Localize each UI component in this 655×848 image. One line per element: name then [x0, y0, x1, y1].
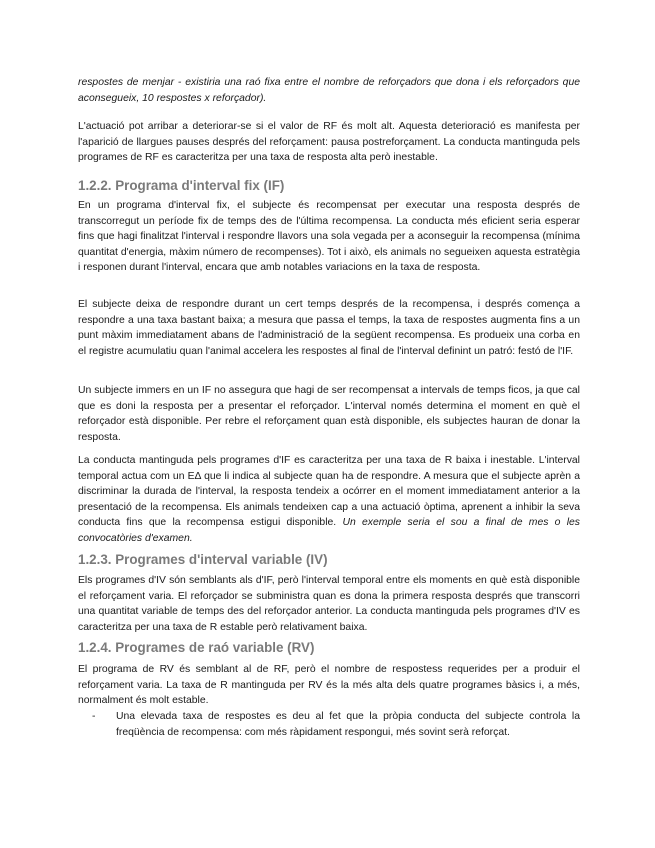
paragraph-if-conduct [78, 453, 580, 547]
paragraph-italic-continuation: respostes de menjar - existiria una raó fixa entre el nombre de reforçadors que dona i els reforçadors que aconsegueix, 10 respostes x reforçador). [78, 77, 580, 104]
heading-rao-variable: 1.2.4. Programes de raó variable (RV) [78, 640, 315, 655]
list-item [92, 709, 580, 740]
paragraph-text: La conducta mantinguda pels programes d'IF es caracteritza per una taxa de R baixa i inestable. L'interval temporal actua com un EΔ que li indica al subjecte quan ha de respondre. A mesura que el subjecte aprèn a discriminar la durada de l'interval, la resposta tendeix a ocórrer en el moment immediatament anterior a la presentació de la recompensa. Els animals tendeixen cap a una actuació òptima, aprenent a inhibir la seva conducta fins que la recompensa estigui disponible. [78, 455, 580, 529]
example-text: Un exemple seria el sou a final de mes o les convocatòries d'examen. [78, 517, 580, 544]
paragraph-if-definition: En un programa d'interval fix, el subjecte és recompensat per executar una resposta després de transcorregut un període fix de temps des de l'última recompensa. La conducta més eficient seria esperar fins que hagi finalitzat l'interval i respondre llavors una sola vegada per a aconseguir la recompensa (mínima quantitat d'energia, màxim número de recompenses). Tot i això, els animals no segueixen aquesta estratègia i responen durant l'interval, encara que amb notables variacions en la taxa de resposta. [78, 200, 580, 274]
paragraph-rv-definition: El programa de RV és semblant al de RF, però el nombre de respostess requerides per a produir el reforçament varia. La taxa de R mantinguda per RV és la més alta dels quatre programes bàsics i, a més, normalment és molt estable. [78, 664, 580, 707]
list-item-text: Una elevada taxa de respostes es deu al fet que la pròpia conducta del subjecte controla la freqüència de recompensa: com més ràpidament respongui, més sovint serà reforçat. [116, 711, 580, 738]
heading-interval-variable: 1.2.3. Programes d'interval variable (IV) [78, 552, 328, 567]
paragraph-rf-deterioration: L'actuació pot arribar a deteriorar-se si el valor de RF és molt alt. Aquesta deterioració es manifesta per l'aparició de llargues pauses després del reforçament: pausa postreforçament. La conducta mantinguda pels programes de RF es caracteritza per una taxa de resposta alta però inestable. [78, 121, 580, 164]
heading-interval-fix: 1.2.2. Programa d'interval fix (IF) [78, 178, 285, 193]
paragraph-iv-definition: Els programes d'IV són semblants als d'IF, però l'interval temporal entre els moments en què està disponible el reforçament varia. El reforçador se subministra quan es dona la primera resposta després que transcorri una quantitat variable de temps des del reforçador anterior. La conducta mantinguda pels programes d'IV es caracteritza per una taxa de R estable però relativament baixa. [78, 575, 580, 633]
paragraph-if-pattern: El subjecte deixa de respondre durant un cert temps després de la recompensa, i després comença a respondre a una taxa bastant baixa; a mesura que passa el temps, la taxa de respostes augmenta fins a un punt màxim immediatament abans de l'administració de la següent recompensa. Es produeix una corba en el registre acumulatiu quan l'animal accelera les respostes al final de l'interval definint un patró: festó de l'IF. [78, 299, 580, 357]
paragraph-if-response: Un subjecte immers en un IF no assegura que hagi de ser recompensat a intervals de temps ficos, ja que cal que es doni la resposta per a presentar el reforçador. L'interval només determina el moment en què el reforçador està disponible. Per rebre el reforçament quan està disponible, els subjectes hauran de donar la resposta. [78, 385, 580, 443]
bullet-dash: - [92, 711, 96, 722]
